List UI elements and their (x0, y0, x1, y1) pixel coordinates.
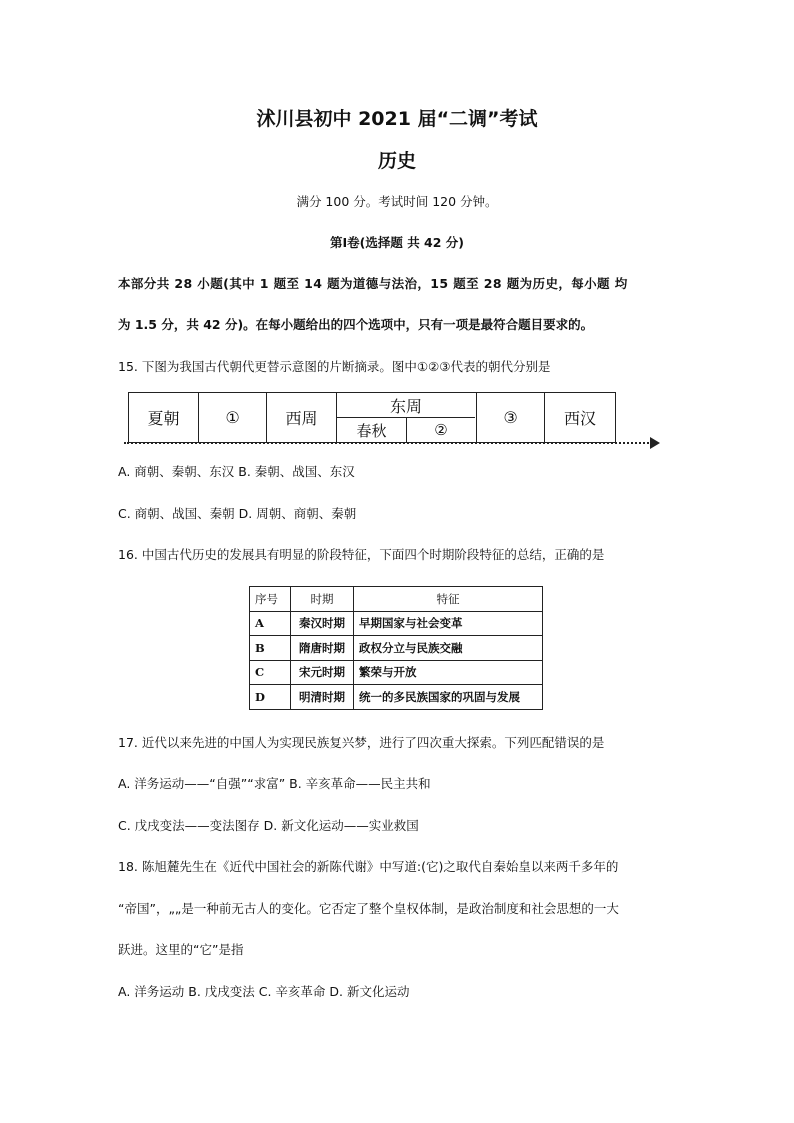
q18-stem-3: 跃进。这里的“它”是指 (118, 942, 244, 957)
q15-options-1: A. 商朝、秦朝、东汉 B. 秦朝、战国、东汉 (118, 464, 355, 479)
q17-options-1: A. 洋务运动——“自强”“求富” B. 辛亥革命——民主共和 (118, 776, 431, 791)
q17-stem: 17. 近代以来先进的中国人为实现民族复兴梦，进行了四次重大探索。下列匹配错误的是 (118, 735, 605, 750)
exam-title: 沭川县初中 2021 届“二调”考试 (256, 108, 538, 130)
timeline-blank-1: ① (199, 393, 267, 442)
timeline-axis (124, 442, 652, 444)
row-c-period: 宋元时期 (291, 660, 354, 685)
exam-info: 满分 100 分。考试时间 120 分钟。 (296, 194, 498, 209)
dynasty-timeline (128, 392, 616, 443)
row-c-index: C (250, 660, 291, 685)
table-row (250, 611, 543, 636)
section-title: 第Ⅰ卷(选择题 共 42 分) (329, 235, 465, 250)
header-feature: 特征 (354, 587, 543, 612)
timeline-dongzhou-group (337, 393, 477, 442)
q15-stem: 15. 下图为我国古代朝代更替示意图的片断摘录。图中①②③代表的朝代分别是 (118, 359, 551, 374)
row-c-feature: 繁荣与开放 (354, 660, 543, 685)
timeline-chunqiu: 春秋 (337, 418, 407, 442)
timeline-xia: 夏朝 (129, 393, 199, 442)
timeline-dongzhou: 东周 (337, 393, 475, 418)
row-b-feature: 政权分立与民族交融 (354, 636, 543, 661)
row-d-index: D (250, 685, 291, 710)
table-row (250, 636, 543, 661)
table-header-row (250, 587, 543, 612)
timeline-blank-2: ② (434, 421, 448, 439)
table-row (250, 660, 543, 685)
row-a-period: 秦汉时期 (291, 611, 354, 636)
timeline-xizhou: 西周 (267, 393, 337, 442)
row-a-index: A (250, 611, 291, 636)
instructions-line-1: 本部分共 28 小题(其中 1 题至 14 题为道德与法治，15 题至 28 题为历史，每小题 均 (118, 276, 628, 291)
timeline-blank-3: ③ (477, 393, 545, 442)
table-row (250, 685, 543, 710)
q16-stem: 16. 中国古代历史的发展具有明显的阶段特征，下面四个时期阶段特征的总结，正确的是 (118, 547, 605, 562)
row-b-period: 隋唐时期 (291, 636, 354, 661)
timeline-xihan: 西汉 (563, 409, 596, 428)
q18-options: A. 洋务运动 B. 戊戌变法 C. 辛亥革命 D. 新文化运动 (118, 984, 410, 999)
row-b-index: B (250, 636, 291, 661)
row-a-feature: 早期国家与社会变革 (354, 611, 543, 636)
period-feature-table (249, 586, 543, 710)
row-d-period: 明清时期 (291, 685, 354, 710)
header-period: 时期 (291, 587, 354, 612)
header-index: 序号 (250, 587, 291, 612)
row-d-feature: 统一的多民族国家的巩固与发展 (354, 685, 543, 710)
q18-stem-1: 18. 陈旭麓先生在《近代中国社会的新陈代谢》中写道:(它)之取代自秦始皇以来两千多年的 (118, 859, 619, 874)
q18-stem-2: “帝国”，„„是一种前无古人的变化。它否定了整个皇权体制，是政治制度和社会思想的一大 (118, 901, 619, 916)
timeline-arrow-icon (650, 437, 660, 449)
q17-options-2: C. 戊戌变法——变法图存 D. 新文化运动——实业救国 (118, 818, 419, 833)
instructions-line-2: 为 1.5 分，共 42 分)。在每小题给出的四个选项中，只有一项是最符合题目要求的。 (118, 317, 594, 332)
subject-title: 历史 (377, 150, 416, 172)
q15-options-2: C. 商朝、战国、秦朝 D. 周朝、商朝、秦朝 (118, 506, 357, 521)
